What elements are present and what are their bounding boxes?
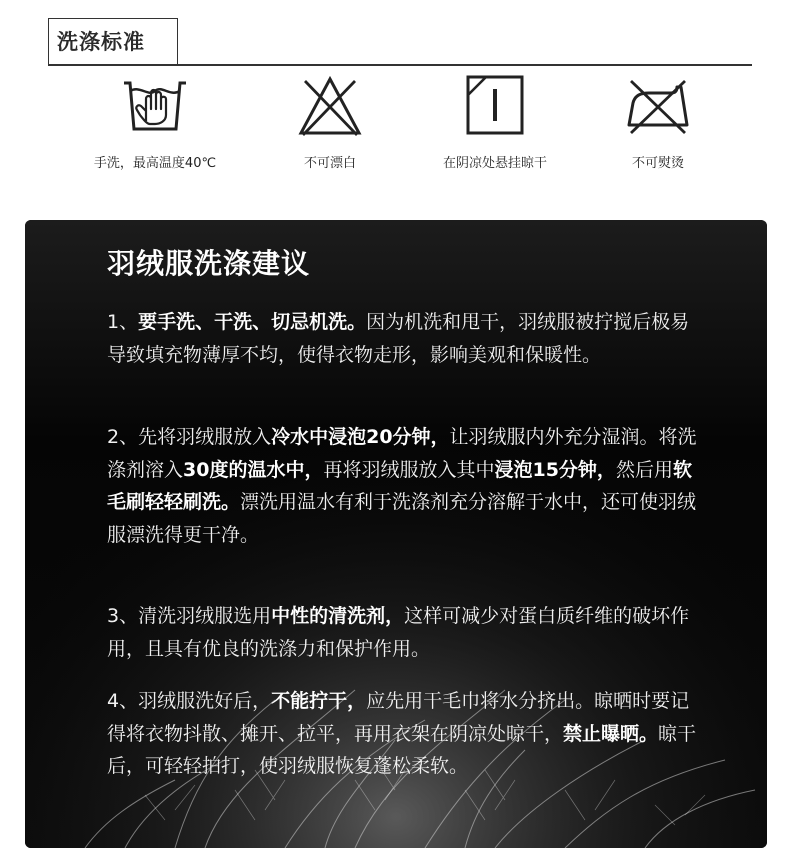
- care-item-dry-in-shade: [405, 75, 585, 171]
- text-segment: 让羽绒服内外充分湿润。将洗涤剂溶入: [107, 426, 697, 481]
- text-segment: 晾干后，可轻轻拍打，使羽绒服恢复蓬松柔软。: [107, 722, 697, 777]
- text-segment: 1、: [107, 311, 139, 333]
- bold-text-segment: 浸泡15分钟，: [494, 458, 616, 481]
- care-item-hand-wash: [65, 75, 245, 171]
- text-segment: 漂洗用温水有利于洗涤剂充分溶解于水中，还可使羽绒服漂洗得更干净。: [107, 491, 697, 546]
- care-label: 手洗，最高温度40℃: [93, 156, 217, 171]
- care-item-no-bleach: [240, 75, 420, 171]
- bold-text-segment: 中性的清洗剂，: [271, 605, 405, 627]
- advice-paragraph-1: [107, 306, 707, 371]
- bold-text-segment: 冷水中浸泡20分钟，: [271, 426, 450, 448]
- dry-in-shade-icon: [460, 75, 530, 137]
- care-label: 不可漂白: [303, 156, 356, 171]
- text-segment: 因为机洗和甩干，羽绒服被拧搅后极易导致填充物薄厚不均，使得衣物走形，影响美观和保暖性。: [107, 311, 690, 366]
- advice-paragraph-2: [107, 421, 707, 551]
- text-segment: 然后用: [615, 458, 673, 481]
- text-segment: 这样可减少对蛋白质纤维的破坏作用，且具有优良的洗涤力和保护作用。: [107, 605, 690, 660]
- no-bleach-icon: [295, 75, 365, 137]
- text-segment: 2、先将羽绒服放入: [107, 426, 272, 448]
- bold-text-segment: 不能拧干，: [271, 690, 367, 712]
- advice-paragraph-3: [107, 600, 707, 665]
- bold-text-segment: 软毛刷轻轻刷洗。: [107, 458, 692, 513]
- panel-title: 羽绒服洗涤建议: [107, 247, 311, 280]
- text-segment: 4、羽绒服洗好后，: [107, 690, 272, 712]
- care-label: 不可熨烫: [631, 156, 684, 171]
- washing-advice-panel: [25, 220, 767, 848]
- text-segment: 3、清洗羽绒服选用: [107, 605, 272, 627]
- care-item-no-iron: [568, 75, 748, 171]
- bold-text-segment: 30度的温水中，: [183, 458, 324, 481]
- care-icons-row: [0, 75, 790, 195]
- text-segment: 再将羽绒服放入其中: [323, 458, 495, 481]
- header-title: 洗涤标准: [57, 30, 145, 54]
- care-label: 在阴凉处悬挂晾干: [442, 156, 547, 171]
- hand-wash-icon: [120, 75, 190, 137]
- no-iron-icon: [623, 75, 693, 137]
- bold-text-segment: 禁止曝晒。: [563, 722, 659, 745]
- text-segment: 应先用干毛巾将水分挤出。晾晒时要记得将衣物抖散、摊开、拉平，再用衣架在阴凉处晾干，: [107, 690, 690, 745]
- advice-paragraph-4: [107, 685, 707, 783]
- header-divider: [48, 64, 752, 66]
- section-header: [48, 18, 752, 68]
- bold-text-segment: 要手洗、干洗、切忌机洗。: [138, 311, 367, 333]
